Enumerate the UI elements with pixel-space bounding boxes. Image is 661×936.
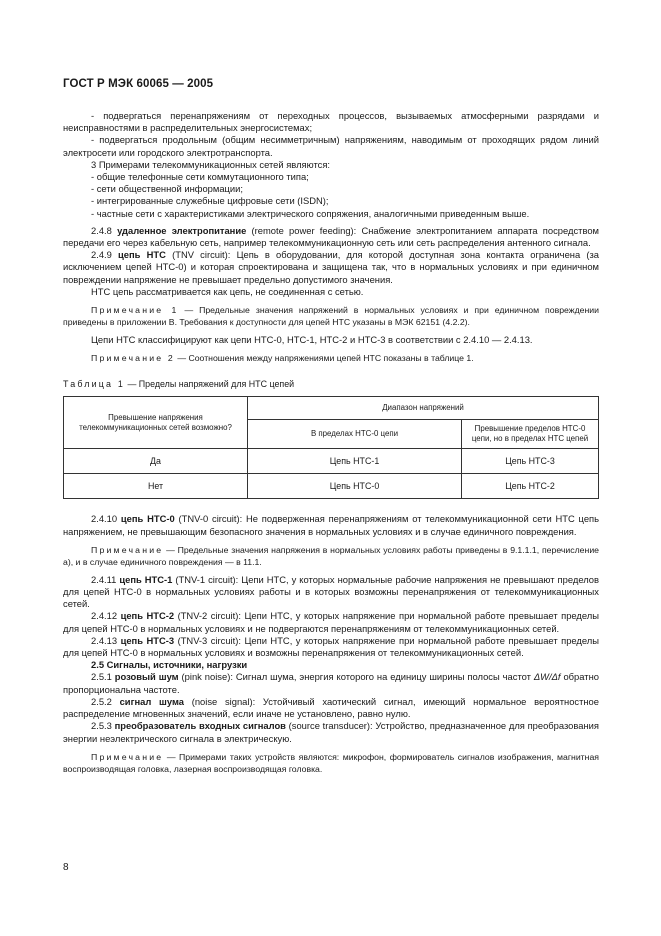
- table-header-cell: Превышение напряжения телекоммуникационных сетей возможно?: [64, 397, 248, 449]
- definition-text: (pink noise): Сигнал шума, энергия которого на единицу ширины полосы частот: [178, 671, 534, 683]
- note-3: [63, 544, 599, 568]
- definition-text: обратно пропорциональна частоте.: [63, 671, 599, 695]
- table-row: [64, 474, 599, 499]
- table-cell: Цепь НТС-3: [462, 449, 599, 474]
- table-row: [64, 449, 599, 474]
- voltage-limits-table: [63, 396, 599, 499]
- term: преобразователь входных сигналов: [114, 720, 286, 732]
- note-label: Примечание: [91, 751, 164, 762]
- term: цепь НТС-2: [120, 610, 175, 622]
- table-header-cell: Диапазон напряжений: [248, 397, 599, 420]
- table-cell: Цепь НТС-1: [248, 449, 462, 474]
- term: цепь НТС-1: [119, 573, 173, 585]
- term: сигнал шума: [119, 695, 184, 707]
- definition-text: (remote power feeding): Снабжение электропитанием аппарата посредством передачи его через кабельную сеть, например телекоммуникационную сеть или сеть распределения антенного сигнала.: [63, 224, 599, 249]
- note-label: Примечание: [91, 544, 164, 555]
- paragraph: - подвергаться перенапряжениям от переходных процессов, вызываемых атмосферными разрядами и неисправностями в распределительных энергосистемах;: [63, 110, 599, 134]
- definition-2-4-12: [63, 610, 599, 634]
- note-text: — Предельные значения напряжений в нормальных условиях и при единичном повреждении приведены в приложении В. Требования к доступности для цепей НТС указаны в МЭК 62151 (4.2.2).: [63, 305, 599, 328]
- definition-text: (TNV circuit): Цепь в оборудовании, для которой доступная зона контакта ограничена (за исключением цепей НТС-0) и которая спроектирована и защищена так, что в нормальных условиях и при единичном повреждении напряжение не превышает предельно допустимого значения.: [63, 249, 599, 285]
- note-2: [63, 352, 599, 364]
- list-item: - общие телефонные сети коммутационного типа;: [91, 171, 309, 183]
- definition-2-4-8: [63, 225, 599, 249]
- note-1: [63, 304, 599, 328]
- table-cell: Цепь НТС-2: [462, 474, 599, 499]
- term: цепь НТС-0: [120, 513, 175, 525]
- page-content: [63, 110, 599, 781]
- list-item: - сети общественной информации;: [91, 183, 243, 195]
- table-cell: Нет: [64, 474, 248, 499]
- term: цепь НТС: [118, 249, 166, 261]
- section-heading-2-5: [63, 659, 599, 671]
- note-text: — Предельные значения напряжения в нормальных условиях работы приведены в 9.1.1.1, перечисление а), и в случае единичного повреждения — в 11.1.: [63, 544, 599, 567]
- definition-text: (TNV-3 circuit): Цепи НТС, у которых напряжение при нормальной работе превышает пределы для цепей НТС-0 в нормальных условиях и возможны перенапряжения от телекоммуникационных сетей.: [63, 634, 599, 659]
- note-text: — Примерами таких устройств являются: микрофон, формирователь сигналов изображения, магнитная воспроизводящая головка, лазерная воспроизводящая головка.: [63, 751, 599, 774]
- table-header-cell: В пределах НТС-0 цепи: [248, 420, 462, 449]
- definition-2-5-3: [63, 720, 599, 744]
- term: удаленное электропитание: [117, 224, 247, 236]
- definition-text: (TNV-1 circuit): Цепи НТС, у которых нормальные рабочие напряжения не превышают пределов для цепей НТС-0 в нормальных условиях работы и в которых возможны перенапряжения от телекоммуникационных сетей.: [63, 573, 599, 610]
- definition-text: (TNV-2 circuit): Цепи НТС, у которых напряжение при нормальной работе превышает пределы для цепей НТС-0 в нормальных условиях и не подвергаются перенапряжениям от телекоммуникационных сетей.: [63, 610, 599, 634]
- paragraph: 3 Примерами телекоммуникационных сетей являются:: [91, 158, 331, 170]
- definition-2-5-1: [63, 671, 599, 695]
- paragraph: - подвергаться продольным (общим несимметричным) напряжениям, наводимым от проходящих рядом линий электросети или городского электротранспорта.: [63, 134, 599, 158]
- note-text: — Соотношения между напряжениями цепей НТС показаны в таблице 1.: [174, 353, 474, 364]
- table-cell: Цепь НТС-0: [248, 474, 462, 499]
- section-title: 2.5 Сигналы, источники, нагрузки: [91, 659, 248, 671]
- clause-number: 2.4.9: [91, 249, 119, 261]
- table-header-cell: Превышение пределов НТС-0 цепи, но в пределах НТС цепей: [462, 420, 599, 449]
- clause-number: 2.5.3: [91, 720, 115, 732]
- definition-2-4-9: [63, 249, 599, 286]
- definition-text: (noise signal): Устойчивый хаотический сигнал, имеющий нормальное вероятностное распределение мгновенных значений, если иначе не установлено, равно нулю.: [63, 695, 599, 720]
- standard-header: ГОСТ Р МЭК 60065 — 2005: [63, 78, 214, 90]
- note-label: Примечание 2: [91, 353, 175, 364]
- paragraph: НТС цепь рассматривается как цепь, не соединенная с сетью.: [91, 285, 364, 297]
- clause-number: 2.4.11: [91, 573, 120, 585]
- term: розовый шум: [114, 671, 179, 683]
- clause-number: 2.4.12: [91, 610, 121, 622]
- table-caption-label: Таблица 1: [63, 379, 125, 390]
- table-caption-text: — Пределы напряжений для НТС цепей: [125, 379, 295, 390]
- clause-number: 2.4.8: [91, 224, 118, 236]
- note-label: Примечание 1: [91, 305, 179, 316]
- formula: ΔW/Δf: [533, 671, 561, 683]
- clause-number: 2.4.10: [91, 513, 121, 525]
- note-4: [63, 751, 599, 775]
- definition-2-4-11: [63, 574, 599, 611]
- clause-number: 2.5.2: [91, 695, 120, 707]
- clause-number: 2.4.13: [91, 634, 121, 646]
- definition-2-5-2: [63, 696, 599, 720]
- definition-text: (TNV-0 circuit): Не подверженная перенапряжениям от телекоммуникационной сети НТС цепь напряжением, не превышающим безопасного значения в нормальных условиях и в случае единичного повреждения.: [63, 513, 599, 537]
- list-item: - частные сети с характеристиками электрического сопряжения, аналогичными приведенным выше.: [91, 207, 530, 219]
- clause-number: 2.5.1: [91, 671, 115, 683]
- list-item: - интегрированные служебные цифровые сети (ISDN);: [91, 195, 329, 207]
- definition-2-4-10: [63, 513, 599, 537]
- table-cell: Да: [64, 449, 248, 474]
- term: цепь НТС-3: [120, 634, 175, 646]
- table-caption: [63, 378, 599, 390]
- definition-text: (source transducer): Устройство, предназначенное для преобразования энергии неэлектрического сигнала в электрическую.: [63, 720, 599, 744]
- definition-2-4-13: [63, 635, 599, 659]
- paragraph: Цепи НТС классифицируют как цепи НТС-0, НТС-1, НТС-2 и НТС-3 в соответствии с 2.4.10 — 2.4.13.: [91, 334, 533, 346]
- page-number: 8: [63, 862, 69, 873]
